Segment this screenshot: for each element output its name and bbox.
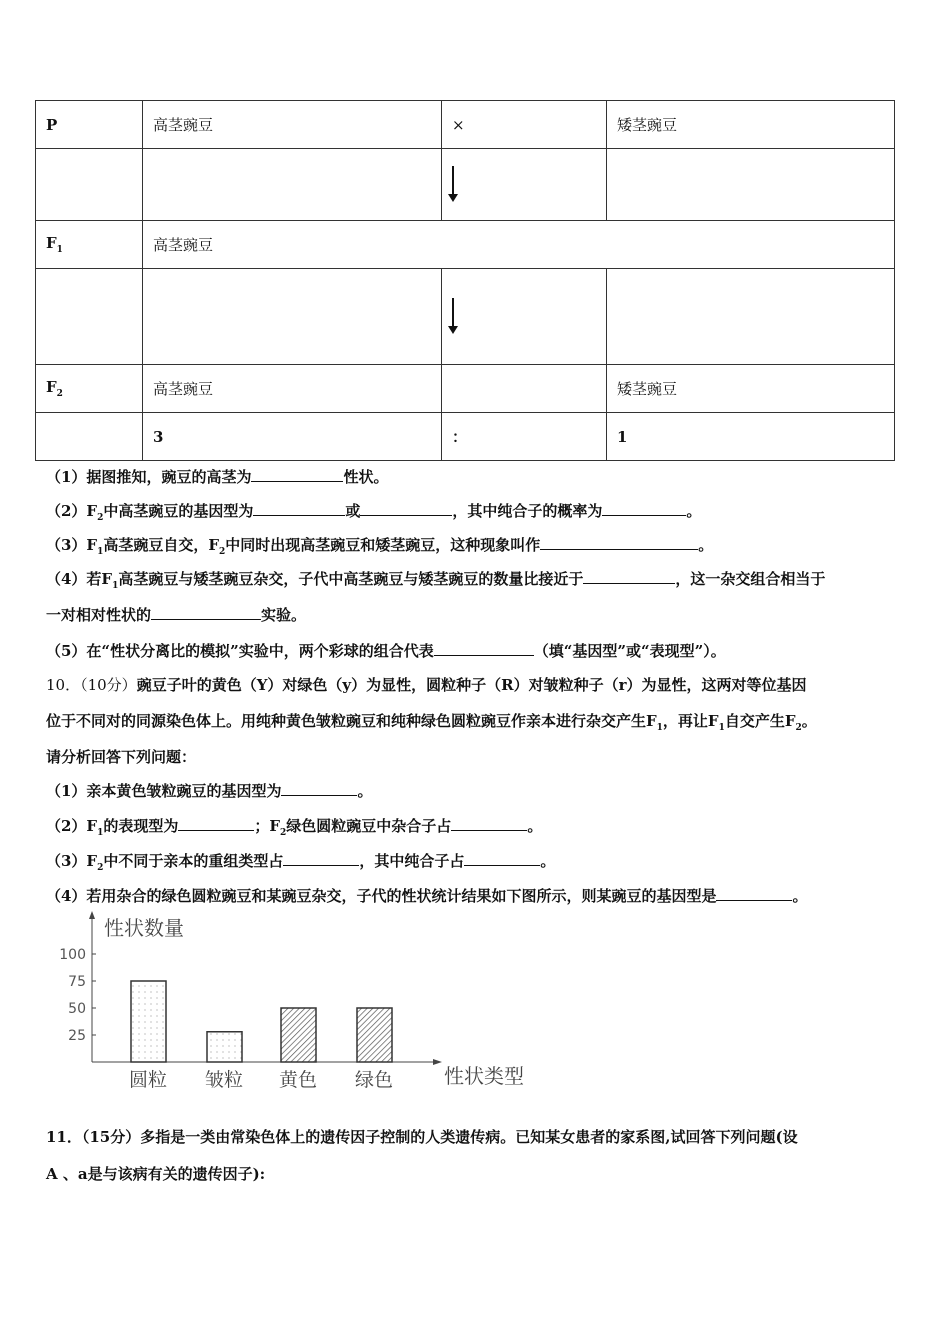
x-tick-label: 皱粒 xyxy=(204,1069,244,1091)
cell: 高茎豌豆 xyxy=(143,101,442,149)
q9-1: （1）据图推知，豌豆的高茎为 性状。 xyxy=(46,468,389,486)
bar-绿色 xyxy=(357,1008,392,1062)
q10-stem: 10．（10分）豌豆子叶的黄色（Y）对绿色（y）为显性，圆粒种子（R）对皱粒种子（r）为显性，这两对等位基因 xyxy=(46,676,807,694)
y-tick-label: 50 xyxy=(68,1001,86,1017)
cell: 高茎豌豆 xyxy=(143,221,895,269)
q10-stem-2: 位于不同对的同源染色体上。用纯种黄色皱粒豌豆和纯种绿色圆粒豌豆作亲本进行杂交产生$F_1$，再让$F_1$自交产生$F_2$。 xyxy=(46,712,817,733)
q10-3: $(3)F_2$中不同于亲本的重组类型占 ，其中纯合子占 。 xyxy=(46,852,556,873)
cell: ： xyxy=(442,413,607,461)
q10-4: （4）若用杂合的绿色圆粒豌豆和某豌豆杂交，子代的性状统计结果如下图所示，则某豌豆的基因型是 。 xyxy=(46,887,808,905)
cell: $F_2$ xyxy=(36,365,143,413)
down-arrow-icon xyxy=(452,298,454,332)
cell: 3 xyxy=(143,413,442,461)
cell: × xyxy=(442,101,607,149)
cell: 高茎豌豆 xyxy=(143,365,442,413)
cell: $F_1$ xyxy=(36,221,143,269)
q9-2: $(2)F_2$中高茎豌豆的基因型为 或 ，其中纯合子的概率为 。 xyxy=(46,502,702,523)
cell: 矮茎豌豆 xyxy=(607,101,895,149)
bar-圆粒 xyxy=(131,981,166,1062)
q11-stem-2: A 、a是与该病有关的遗传因子): xyxy=(46,1165,266,1183)
y-tick-label: 100 xyxy=(59,947,86,963)
q10-1: （1）亲本黄色皱粒豌豆的基因型为 。 xyxy=(46,782,373,800)
x-axis-arrow-icon xyxy=(433,1059,442,1065)
bar-chart xyxy=(40,905,560,1105)
q9-4b: 一对相对性状的 实验。 xyxy=(46,606,307,624)
bar-黄色 xyxy=(281,1008,316,1062)
y-axis-arrow-icon xyxy=(89,911,95,919)
cell: 1 xyxy=(607,413,895,461)
q11-stem: 11．（15分）多指是一类由常染色体上的遗传因子控制的人类遗传病。已知某女患者的家系图,试回答下列问题(设 xyxy=(46,1128,798,1146)
down-arrow-icon xyxy=(452,166,454,200)
q9-3: $(3)F_1$高茎豌豆自交，$F_2$中同时出现高茎豌豆和矮茎豌豆，这种现象叫作 。 xyxy=(46,536,714,557)
y-tick-label: 75 xyxy=(68,974,86,990)
cell: P xyxy=(36,101,143,149)
q10-stem-3: 请分析回答下列问题： xyxy=(46,748,197,766)
x-tick-label: 绿色 xyxy=(354,1069,394,1091)
y-axis-label: 性状数量 xyxy=(104,916,184,940)
x-tick-label: 圆粒 xyxy=(128,1069,168,1091)
x-tick-label: 黄色 xyxy=(278,1069,318,1091)
q9-5: （5）在“性状分离比的模拟”实验中，两个彩球的组合代表 （填“基因型”或“表现型”）。 xyxy=(46,642,726,660)
q10-2: $(2)F_1$的表现型为 ；$F_2$绿色圆粒豌豆中杂合子占 。 xyxy=(46,817,543,838)
cell: 矮茎豌豆 xyxy=(607,365,895,413)
x-axis-label: 性状类型 xyxy=(444,1064,524,1088)
y-tick-label: 25 xyxy=(68,1028,86,1044)
cross-table xyxy=(35,100,895,461)
q9-4: （4）若$F_1$高茎豌豆与矮茎豌豆杂交，子代中高茎豌豆与矮茎豌豆的数量比接近于 ，这一杂交组合相当于 xyxy=(46,570,826,591)
bar-皱粒 xyxy=(207,1032,242,1062)
